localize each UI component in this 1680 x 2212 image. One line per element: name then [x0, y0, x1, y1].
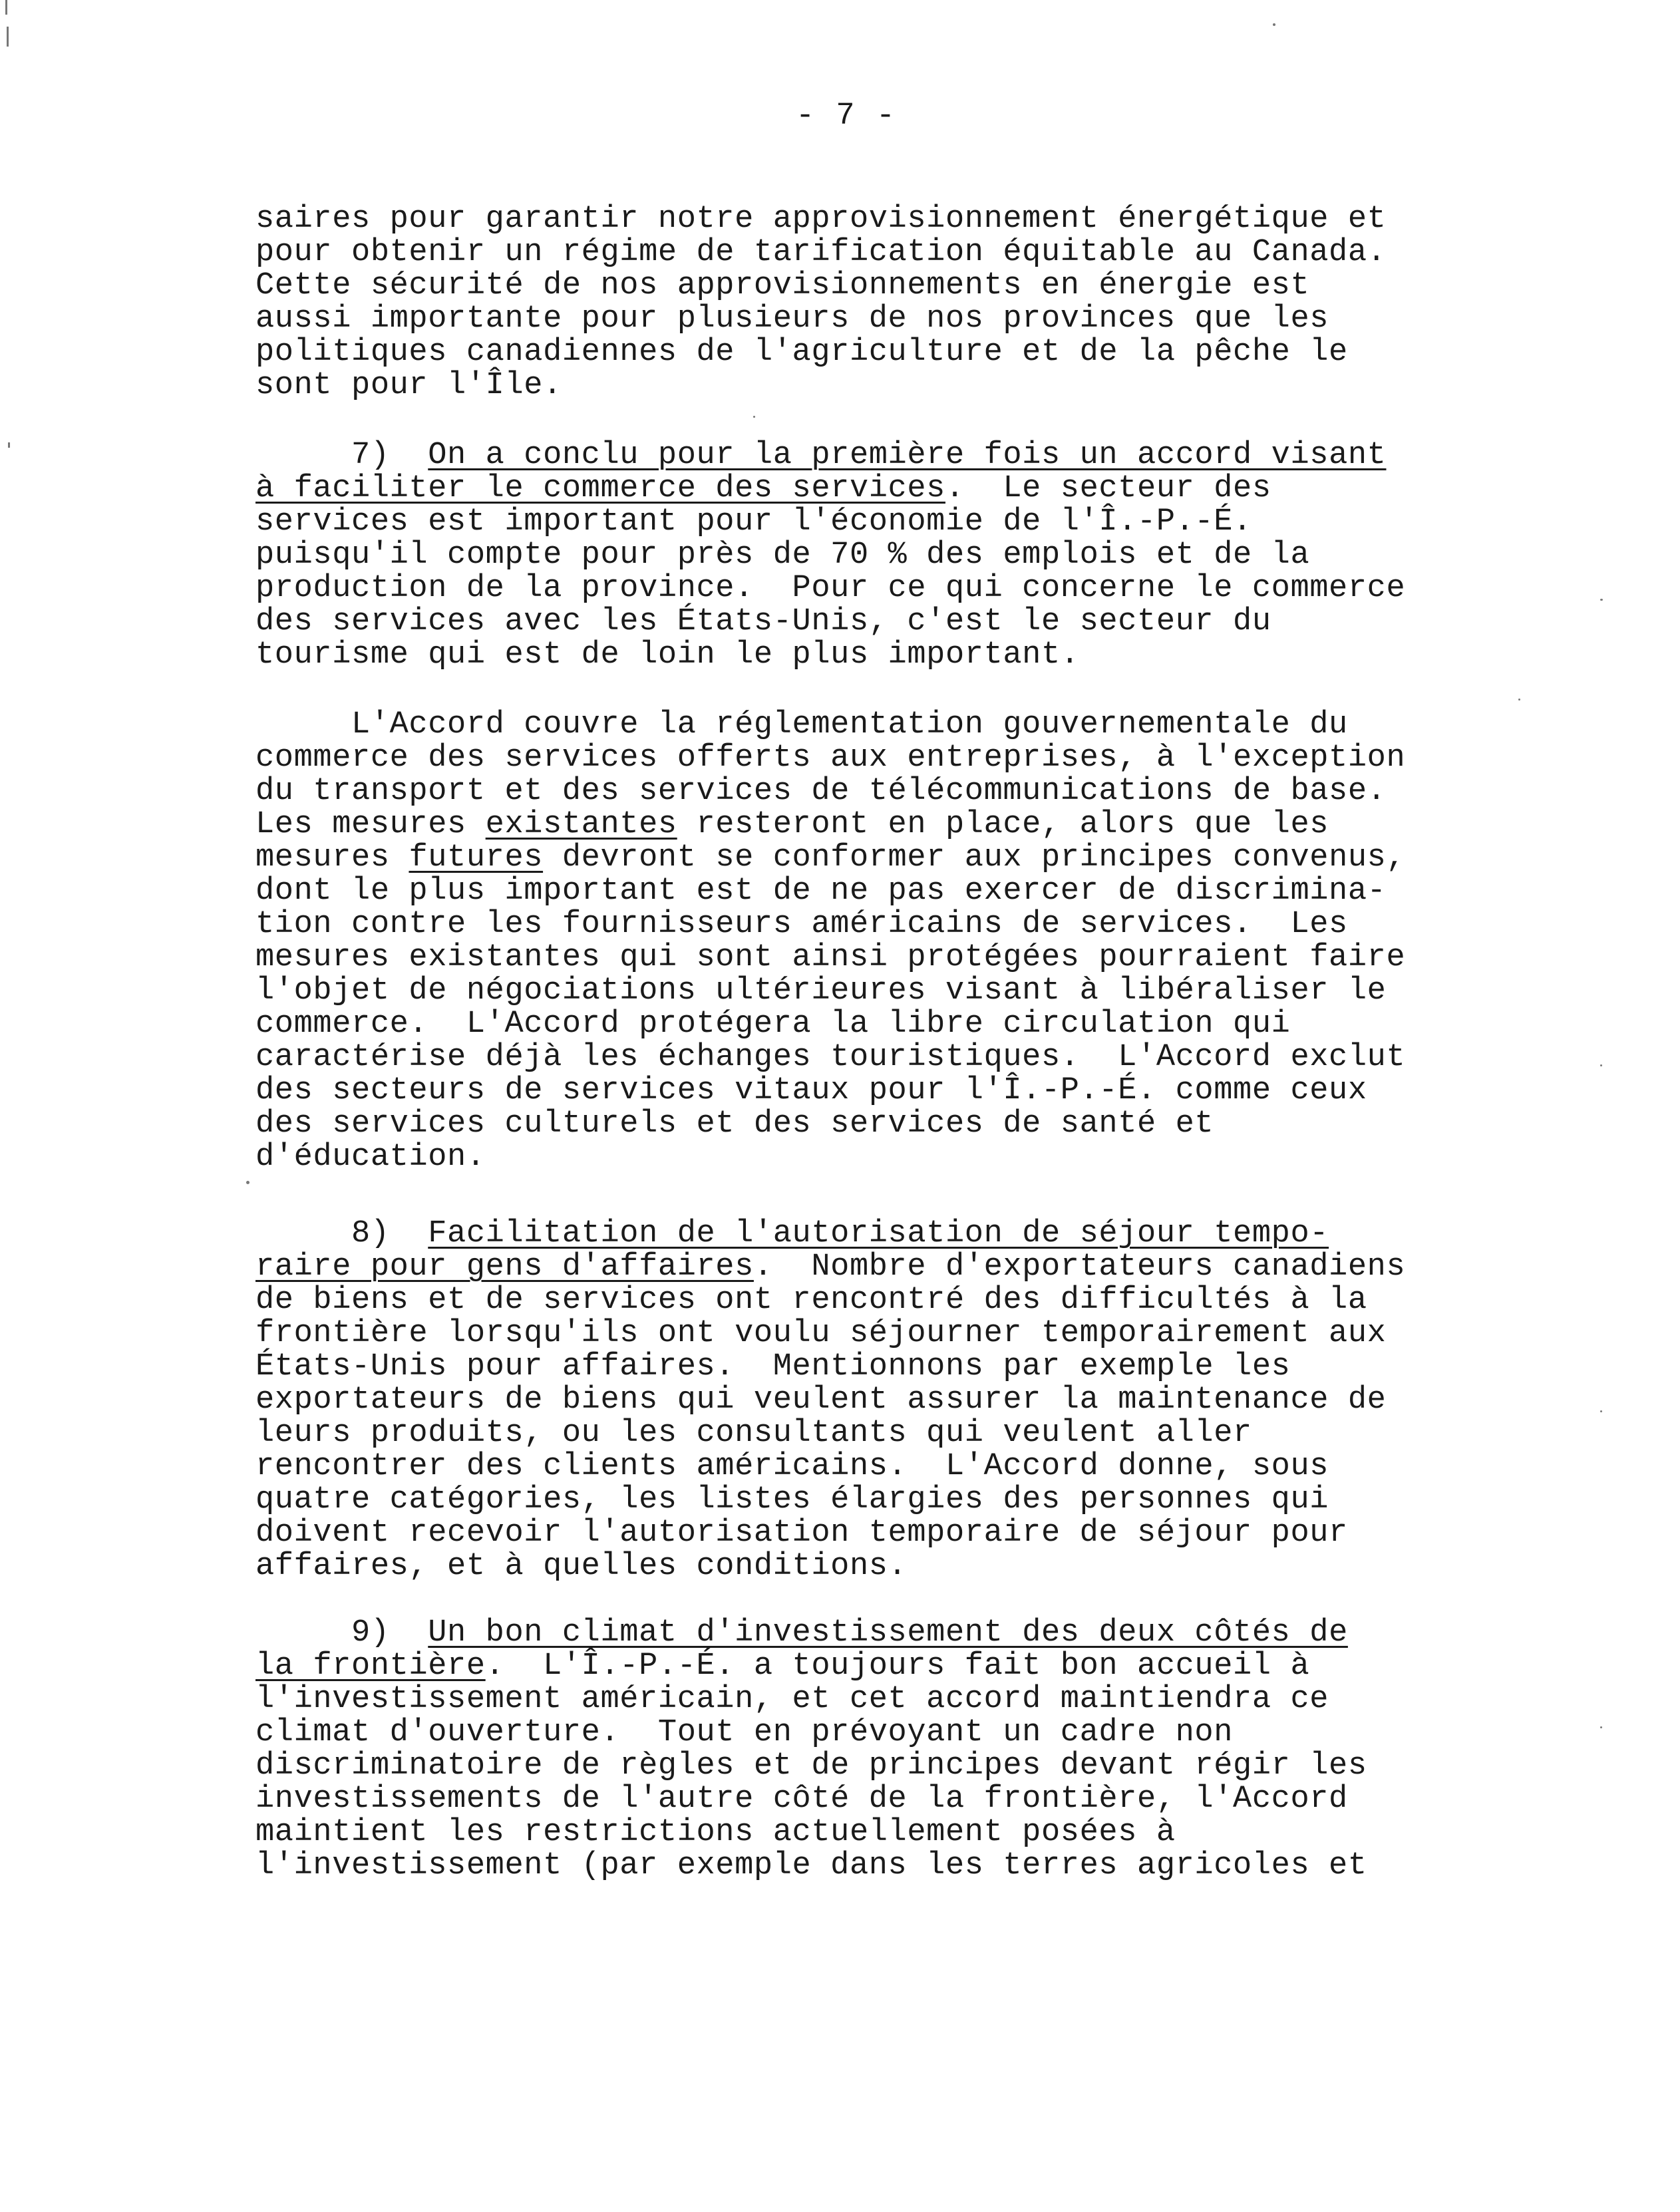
text-line: leurs produits, ou les consultants qui veulent aller — [255, 1416, 1252, 1451]
text-line: production de la province. Pour ce qui concerne le commerce — [255, 571, 1406, 606]
scan-mark — [753, 416, 755, 418]
section-8-heading-line: raire pour gens d'affaires. Nombre d'exportateurs canadiens — [255, 1249, 1406, 1285]
text-line: saires pour garantir notre approvisionnement énergétique et — [255, 202, 1387, 237]
text-line: rencontrer des clients américains. L'Accord donne, sous — [255, 1449, 1329, 1484]
text-line: commerce. L'Accord protégera la libre circulation qui — [255, 1007, 1291, 1042]
text-line: pour obtenir un régime de tarification équitable au Canada. — [255, 235, 1387, 270]
text-line: du transport et des services de télécommunications de base. — [255, 774, 1387, 809]
underlined-heading: la frontière — [255, 1649, 486, 1684]
text-line: puisqu'il compte pour près de 70 % des emplois et de la — [255, 538, 1310, 573]
scan-mark — [1518, 699, 1520, 701]
scan-mark — [7, 27, 9, 47]
text-line: exportateurs de biens qui veulent assurer la maintenance de — [255, 1382, 1387, 1418]
section-9-heading-line: la frontière. L'Î.-P.-É. a toujours fait bon accueil à — [255, 1649, 1310, 1684]
text-line: investissements de l'autre côté de la frontière, l'Accord — [255, 1782, 1348, 1817]
text-line: l'objet de négociations ultérieures visant à libéraliser le — [255, 973, 1387, 1009]
page-number: - 7 - — [796, 98, 897, 134]
underlined-word: futures — [409, 840, 544, 875]
text-line: doivent recevoir l'autorisation temporaire de séjour pour — [255, 1515, 1348, 1551]
text-line: frontière lorsqu'ils ont voulu séjourner temporairement aux — [255, 1316, 1387, 1351]
text-line: l'investissement (par exemple dans les terres agricoles et — [255, 1848, 1367, 1883]
underlined-word: existantes — [485, 807, 677, 842]
text-line: commerce des services offerts aux entreprises, à l'exception — [255, 740, 1406, 776]
scan-mark — [1600, 599, 1603, 601]
text-line: d'éducation. — [255, 1140, 486, 1175]
text-line: des services avec les États-Unis, c'est le secteur du — [255, 604, 1271, 639]
text-line: tion contre les fournisseurs américains de services. Les — [255, 907, 1348, 942]
section-7-heading-line: à faciliter le commerce des services. Le secteur des — [255, 471, 1271, 506]
text-line: discriminatoire de règles et de principes devant régir les — [255, 1748, 1367, 1784]
text-line: L'Accord couvre la réglementation gouvernementale du — [255, 707, 1348, 742]
text-line: dont le plus important est de ne pas exercer de discrimina- — [255, 873, 1387, 909]
text-line: services est important pour l'économie de l'Î.-P.-É. — [255, 504, 1252, 540]
underlined-heading: raire pour gens d'affaires — [255, 1249, 754, 1285]
text-line: de biens et de services ont rencontré des difficultés à la — [255, 1283, 1367, 1318]
text-line: aussi importante pour plusieurs de nos provinces que les — [255, 301, 1329, 337]
underlined-heading: Un bon climat d'investissement des deux côtés de — [428, 1615, 1348, 1651]
text-line: l'investissement américain, et cet accord maintiendra ce — [255, 1682, 1329, 1717]
scan-mark — [1273, 23, 1275, 26]
underlined-heading: Facilitation de l'autorisation de séjour tempo- — [428, 1216, 1329, 1251]
text-line: sont pour l'Île. — [255, 368, 562, 403]
scan-mark — [246, 1181, 250, 1184]
text-line: des secteurs de services vitaux pour l'Î.-P.-É. comme ceux — [255, 1073, 1367, 1108]
text-line: quatre catégories, les listes élargies des personnes qui — [255, 1482, 1329, 1517]
section-8-heading-line: 8) Facilitation de l'autorisation de séjour tempo- — [255, 1216, 1329, 1251]
scan-mark — [8, 442, 10, 448]
scan-mark — [5, 0, 7, 15]
text-line: tourisme qui est de loin le plus important. — [255, 637, 1080, 673]
text-line: Cette sécurité de nos approvisionnements en énergie est — [255, 268, 1310, 303]
text-line: maintient les restrictions actuellement posées à — [255, 1815, 1176, 1850]
section-7-heading-line: 7) On a conclu pour la première fois un accord visant — [255, 438, 1387, 473]
scan-mark — [1600, 1410, 1602, 1412]
text-line: des services culturels et des services de santé et — [255, 1106, 1214, 1142]
text-line: Les mesures existantes resteront en place, alors que les — [255, 807, 1329, 842]
text-line: affaires, et à quelles conditions. — [255, 1549, 908, 1584]
underlined-heading: On a conclu pour la première fois un accord visant — [428, 438, 1387, 473]
text-line: mesures futures devront se conformer aux principes convenus, — [255, 840, 1406, 875]
scan-mark — [1600, 1064, 1602, 1066]
text-line: caractérise déjà les échanges touristiques. L'Accord exclut — [255, 1040, 1406, 1075]
text-line: mesures existantes qui sont ainsi protégées pourraient faire — [255, 940, 1406, 975]
text-line: climat d'ouverture. Tout en prévoyant un cadre non — [255, 1715, 1234, 1750]
underlined-heading: à faciliter le commerce des services — [255, 471, 945, 506]
section-9-heading-line: 9) Un bon climat d'investissement des deux côtés de — [255, 1615, 1348, 1651]
text-line: États-Unis pour affaires. Mentionnons par exemple les — [255, 1349, 1291, 1384]
text-line: politiques canadiennes de l'agriculture et de la pêche le — [255, 335, 1348, 370]
scan-mark — [1600, 1726, 1602, 1728]
